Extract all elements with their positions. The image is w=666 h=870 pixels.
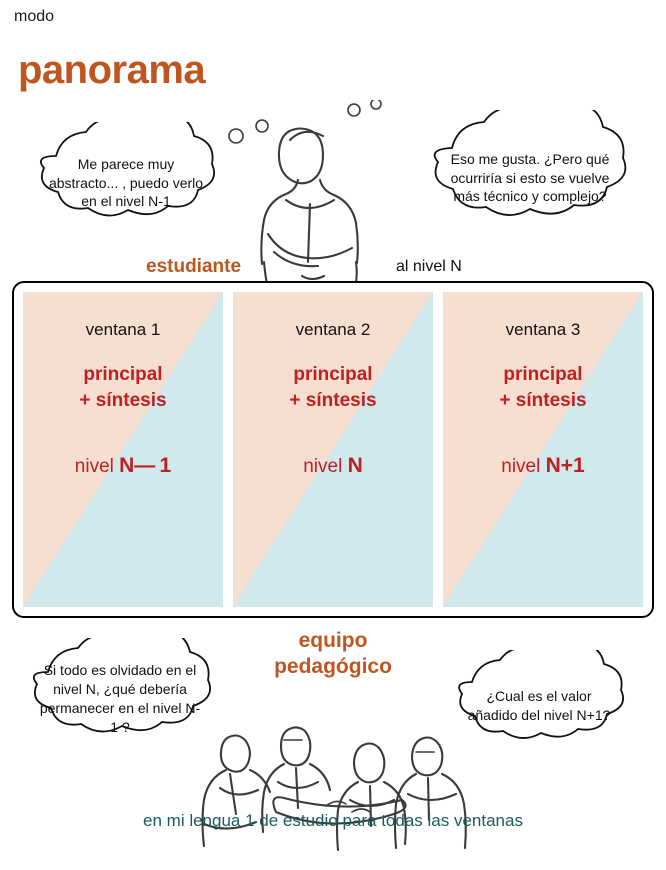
- window-1-level: [23, 454, 223, 478]
- bubble-team-right-text: ¿Cual es el valor añadido del nivel N+1?: [467, 688, 611, 723]
- panel-footnote: en mi lengua 1 de estudio para todas las ventanas: [143, 811, 523, 830]
- window-1-title: ventana 1: [85, 320, 161, 339]
- window-1-main: [23, 362, 223, 413]
- window-2-title: ventana 2: [295, 320, 371, 339]
- role-label-team-line1: equipo: [298, 629, 368, 652]
- window-2[interactable]: [233, 292, 433, 607]
- bubble-student-right-text: Eso me gusta. ¿Pero qué ocurriría si esto se vuelve más técnico y complejo?: [450, 150, 610, 205]
- window-3-main-line1: principal: [503, 364, 583, 385]
- window-2-main-line1: principal: [293, 364, 373, 385]
- window-2-main: [233, 362, 433, 413]
- role-label-student: estudiante: [146, 256, 242, 277]
- bubble-team-left-text: Si todo es olvidado en el nivel N, ¿qué debería permanecer en el nivel N-1 ?: [39, 662, 201, 735]
- window-2-level-prefix: nivel: [303, 456, 348, 477]
- role-label-team-line2: pedagógico: [274, 655, 392, 679]
- page-title: panorama: [18, 48, 206, 92]
- window-1[interactable]: [23, 292, 223, 607]
- mode-label: modo: [14, 8, 55, 25]
- bubble-student-left: [22, 122, 230, 244]
- window-1-level-value: N— 1: [119, 454, 172, 477]
- bubble-student-right: [414, 110, 646, 246]
- window-2-level-value: N: [347, 454, 363, 477]
- window-3-level-prefix: nivel: [501, 456, 546, 477]
- window-1-level-prefix: nivel: [74, 456, 120, 477]
- window-3-level: [443, 454, 643, 478]
- role-label-student-level: al nivel N: [396, 258, 462, 275]
- window-3[interactable]: [443, 292, 643, 607]
- window-3-main: [443, 362, 643, 413]
- window-3-level-value: N+1: [545, 454, 585, 477]
- window-1-main-line2: + síntesis: [79, 389, 167, 411]
- window-1-main-line1: principal: [83, 364, 163, 385]
- bubble-student-left-text: Me parece muy abstracto... , puedo verlo en el nivel N-1: [48, 155, 204, 210]
- window-2-level: [233, 454, 433, 478]
- window-2-main-line2: + síntesis: [289, 389, 377, 411]
- window-3-main-line2: + síntesis: [499, 389, 587, 411]
- window-3-title: ventana 3: [505, 320, 581, 339]
- student-illustration: [228, 100, 408, 300]
